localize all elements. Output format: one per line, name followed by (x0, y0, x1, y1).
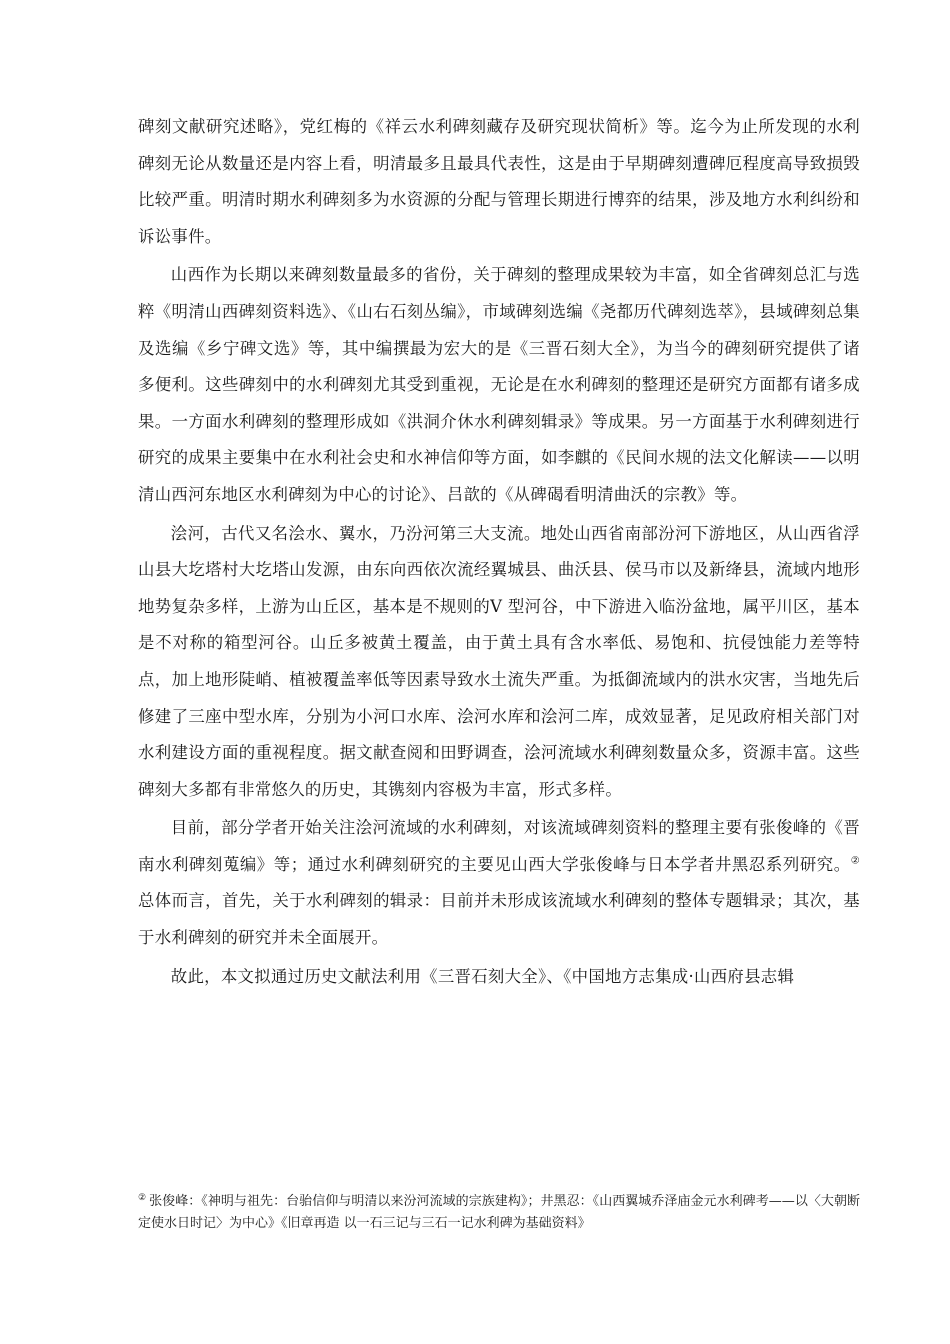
footnote (138, 1191, 860, 1235)
paragraph-2: 山西作为长期以来碑刻数量最多的省份，关于碑刻的整理成果较为丰富，如全省碑刻总汇与选粹《明清山西碑刻资料选》、《山右石刻丛编》，市域碑刻选编《尧都历代碑刻选萃》，县域碑刻总集及选编《乡宁碑文选》等，其中编撰最为宏大的是《三晋石刻大全》，为当今的碑刻研究提供了诸多便利。这些碑刻中的水利碑刻尤其受到重视，无论是在水利碑刻的整理还是研究方面都有诸多成果。一方面水利碑刻的整理形成如《洪洞介休水利碑刻辑录》等成果。另一方面基于水利碑刻进行研究的成果主要集中在水利社会史和水神信仰等方面，如李麒的《民间水规的法文化解读——以明清山西河东地区水利碑刻为中心的讨论》、吕歆的《从碑碣看明清曲沃的宗教》等。 (138, 265, 860, 504)
footnote-mark: ② (138, 1192, 147, 1203)
footnote-text: 张俊峰：《神明与祖先：台骀信仰与明清以来汾河流域的宗族建构》；井黑忍：《山西翼城乔泽庙金元水利碑考——以〈大朝断定使水日时记〉为中心》《旧章再造 以一石三记与三石一记水利碑为基础资料》 (138, 1194, 860, 1231)
footnote-divider (138, 1180, 358, 1181)
footnote-reference-mark[interactable]: ② (850, 855, 860, 867)
paragraph-4 (138, 810, 860, 956)
document-body (138, 109, 860, 995)
paragraph-4-text-before: 目前，部分学者开始关注浍河流域的水利碑刻，对该流域碑刻资料的整理主要有张俊峰的《晋南水利碑刻蒐编》等；通过水利碑刻研究的主要见山西大学张俊峰与日本学者井黑忍系列研究。 (138, 818, 860, 874)
paragraph-5: 故此，本文拟通过历史文献法利用《三晋石刻大全》、《中国地方志集成·山西府县志辑 (170, 966, 795, 986)
paragraph-4-text-after: 总体而言，首先，关于水利碑刻的辑录：目前并未形成该流域水利碑刻的整体专题辑录；其次，基于水利碑刻的研究并未全面展开。 (138, 891, 860, 948)
paragraph-1: 碑刻文献研究述略》，党红梅的《祥云水利碑刻藏存及研究现状简析》等。迄今为止所发现的水利碑刻无论从数量还是内容上看，明清最多且最具代表性，这是由于早期碑刻遭碑厄程度高导致损毁比较严重。明清时期水利碑刻多为水资源的分配与管理长期进行博弈的结果，涉及地方水利纠纷和诉讼事件。 (138, 117, 860, 246)
paragraph-3: 浍河，古代又名浍水、翼水，乃汾河第三大支流。地处山西省南部汾河下游地区，从山西省浮山县大圪塔村大圪塔山发源，由东向西依次流经翼城县、曲沃县、侯马市以及新绛县，流域内地形地势复杂多样，上游为山丘区，基本是不规则的V 型河谷，中下游进入临汾盆地，属平川区，基本是不对称的箱型河谷。山丘多被黄土覆盖，由于黄土具有含水率低、易饱和、抗侵蚀能力差等特点，加上地形陡峭、植被覆盖率低等因素导致水土流失严重。为抵御流域内的洪水灾害，当地先后修建了三座中型水库，分别为小河口水库、浍河水库和浍河二库，成效显著，足见政府相关部门对水利建设方面的重视程度。据文献查阅和田野调查，浍河流域水利碑刻数量众多，资源丰富。这些碑刻大多都有非常悠久的历史，其镌刻内容极为丰富，形式多样。 (138, 523, 860, 799)
